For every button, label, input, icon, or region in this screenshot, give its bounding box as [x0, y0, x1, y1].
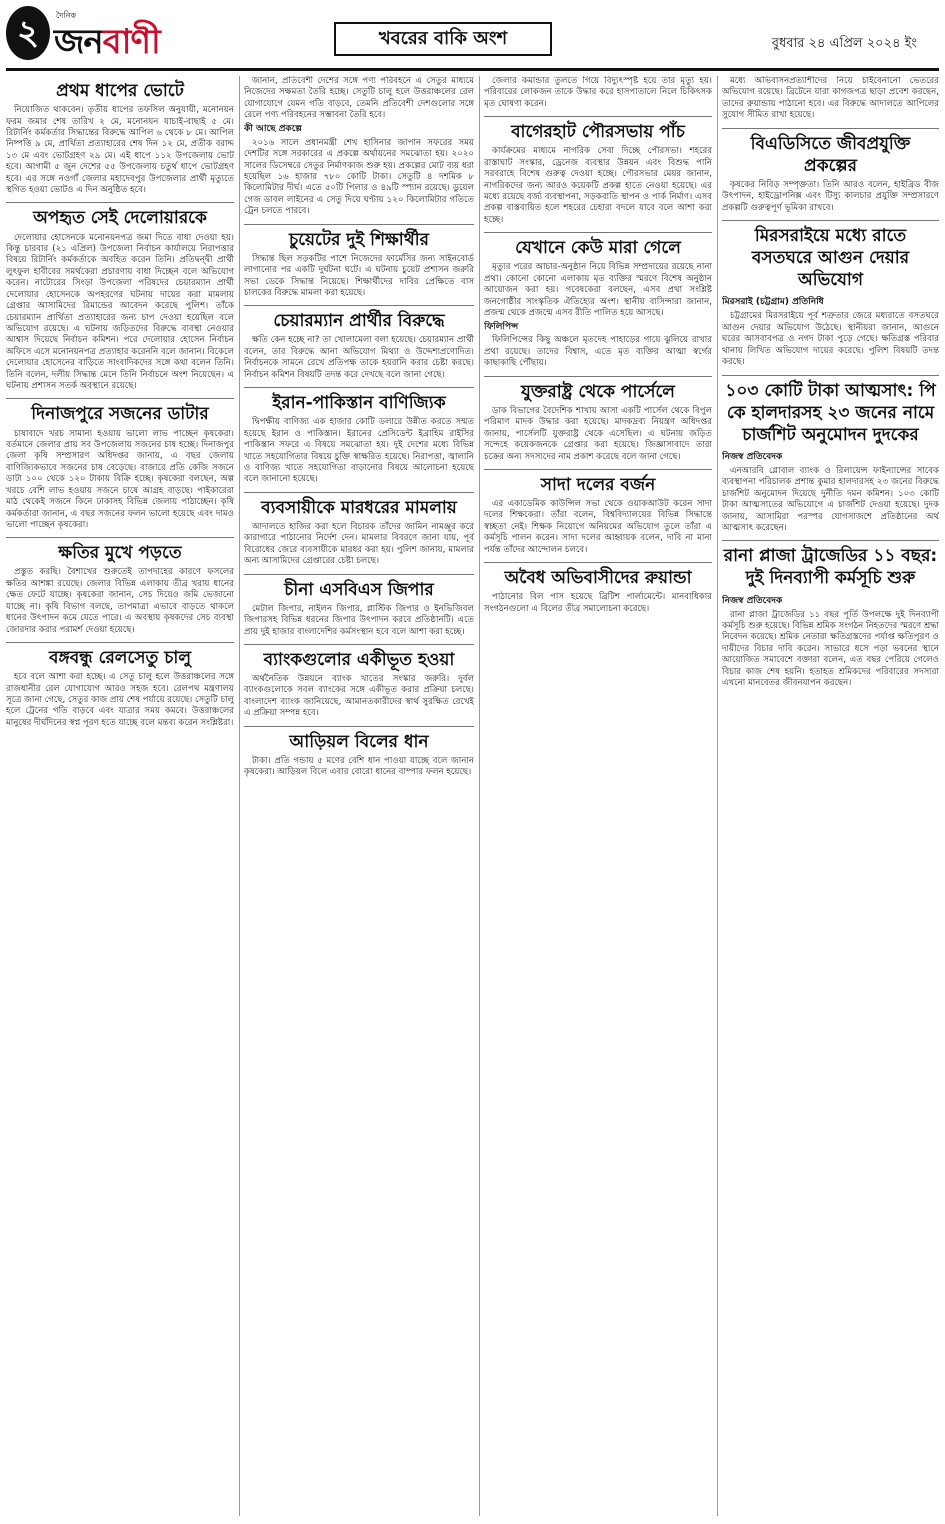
story-divider: [722, 540, 939, 541]
story-headline: বাগেরহাট পৌরসভায় পাঁচ: [511, 122, 685, 143]
story-divider: [484, 562, 712, 563]
story-paragraph: দ্বিপক্ষীয় বাণিজ্য এক হাজার কোটি ডলারে উন্নীত করতে সম্মত হয়েছে ইরান ও পাকিস্তান। ইরানের প্রেসিডেন্ট ইব্রাহিম রাইসির পাকিস্তান সফরে এ বিষয়ে সমঝোতা হয়। দুই দেশের মধ্যে বিভিন্ন খাতে সহযোগিতার বিষয়ে চুক্তি স্বাক্ষরিত হয়েছে। নিরাপত্তা, জ্বালানি ও বাণিজ্য খাতে সহযোগিতা বাড়ানোর বিষয়ে আলোচনা হয়েছে বলে জানানো হয়েছে।: [244, 417, 474, 485]
story-divider: [722, 128, 939, 129]
paper-name-part-b: বাণী: [102, 22, 160, 62]
story-headline: রানা প্লাজা ট্রাজেডির ১১ বছর: দুই দিনব্যাপী কর্মসূচি শুরু: [723, 546, 938, 589]
story-subheading: কী আছে প্রকল্পে: [244, 123, 302, 134]
story-pk-halder-chargesheet: [722, 380, 939, 535]
story-body: [244, 522, 474, 568]
story-dinajpur-drumstick: [6, 403, 234, 531]
story-rana-plaza: [722, 545, 939, 689]
story-divider: [484, 469, 712, 470]
story-headline: দিনাজপুরে সজনের ডাটার: [31, 404, 209, 425]
story-headline: অবৈধ অভিবাসীদের রুয়ান্ডা: [504, 568, 692, 589]
story-divider: [244, 644, 474, 645]
story-paragraph: নিয়োজিত থাকবেন। তৃতীয় ধাপের তফসিল অনুযায়ী, মনোনয়ন ফরম জমার শেষ তারিখ ২ মে, মনোনয়ন যাচাই-বাছাই ৫ মে। রিটার্নিং কর্মকর্তার সিদ্ধান্তের বিরুদ্ধে আপিল ৬ থেকে ৮ মে। আপিল নিষ্পত্তি ৯ মে, প্রার্থিতা প্রত্যাহারের শেষ দিন ১২ মে, প্রতীক বরাদ্দ ১৩ মে এবং ভোটগ্রহণ ২৯ মে। এই ধাপে ১১২ উপজেলায় ভোট হবে। আগামী ৫ জুন দেশের ৫৫ উপজেলায় চতুর্থ ধাপে ভোটগ্রহণ হবে। এর সঙ্গে নওগাঁ জেলার মহাদেবপুর উপজেলার প্রার্থী মৃত্যুতে স্থগিত হওয়া ভোটও এ দিন অনুষ্ঠিত হবে।: [6, 105, 234, 196]
story-paragraph: মৃত্যুর পরের আচার-অনুষ্ঠান নিয়ে বিভিন্ন সম্প্রদায়ের রয়েছে নানা প্রথা। কোনো কোনো এলাকায় মৃত ব্যক্তির স্মরণে বিশেষ অনুষ্ঠান আয়োজন করা হয়। গবেষকেরা বলছেন, এসব প্রথা সংশ্লিষ্ট জনগোষ্ঠীর সাংস্কৃতিক ঐতিহ্যের অংশ। স্থানীয় বাসিন্দারা জানান, প্রজন্ম থেকে প্রজন্মে এসব রীতি পালিত হয়ে আসছে।: [484, 262, 712, 319]
story-mirsarai-fire: [722, 225, 939, 368]
story-bangabandhu-rail-bridge: [6, 647, 234, 729]
story-body: [6, 233, 234, 393]
story-body: [484, 406, 712, 463]
story-divider: [244, 492, 474, 493]
story-body: [484, 262, 712, 369]
story-body: [722, 311, 939, 368]
story-chairman-candidate: [244, 310, 474, 381]
story-paragraph: ডাক বিভাগের বৈদেশিক শাখায় আসা একটি পার্সেল থেকে বিপুল পরিমাণ মাদক উদ্ধার করা হয়েছে। মাদকদ্রব্য নিয়ন্ত্রণ অধিদপ্তর জানায়, পার্সেলটি যুক্তরাষ্ট্র থেকে এসেছিল। এ ঘটনায় জড়িত সন্দেহে কয়েকজনকে গ্রেপ্তার করা হয়েছে। জিজ্ঞাসাবাদে তারা চক্রের অন্য সদস্যদের নাম প্রকাশ করেছে বলে জানা গেছে।: [484, 405, 712, 462]
story-continued-top: [484, 76, 712, 110]
story-body: [244, 417, 474, 486]
column-4: [722, 76, 939, 1516]
story-paragraph: রানা প্লাজা ট্রাজেডির ১১ বছর পূর্তি উপলক্ষে দুই দিনব্যাপী কর্মসূচি শুরু হয়েছে। বিভিন্ন শ্রমিক সংগঠন নিহতদের স্মরণে শ্রদ্ধা নিবেদন করেছে। শ্রমিক নেতারা ক্ষতিগ্রস্তদের পর্যাপ্ত ক্ষতিপূরণ ও দায়ীদের বিচার দাবি করেন। সাভারে ধসে পড়া ভবনের স্থানে আয়োজিত সমাবেশে বক্তারা বলেন, এত বছর পেরিয়ে গেলেও বিচার কাজ শেষ হয়নি। হতাহত শ্রমিকদের পরিবারের সদস্যরা এখনো মানবেতর জীবনযাপন করছেন।: [722, 609, 939, 689]
story-divider: [6, 202, 234, 203]
story-first-phase-vote: [6, 80, 234, 196]
story-body: [244, 604, 474, 638]
story-paragraph: চট্টগ্রামের মিরসরাইয়ে পূর্ব শত্রুতার জেরে মধ্যরাতে বসতঘরে আগুন দেয়ার অভিযোগ উঠেছে। স্থানীয়রা জানান, আগুনে ঘরের আসবাবপত্র ও নগদ টাকা পুড়ে গেছে। ক্ষতিগ্রস্ত পরিবার থানায় লিখিত অভিযোগ দায়ের করেছে। পুলিশ বিষয়টি তদন্ত করছে।: [722, 311, 939, 368]
story-body: [6, 429, 234, 532]
masthead-rule: [6, 68, 939, 71]
column-divider: [717, 76, 718, 1516]
story-headline: ১০৩ কোটি টাকা আত্মসাৎ: পি কে হালদারসহ ২৩ জনের নামে চার্জশিট অনুমোদন দুদকের: [725, 380, 936, 445]
story-byline: নিজস্ব প্রতিবেদক: [722, 451, 783, 462]
story-body: [484, 499, 712, 556]
story-divider: [722, 220, 939, 221]
story-body: [6, 672, 234, 729]
masthead: [0, 0, 945, 70]
newspaper-logo: [6, 4, 160, 64]
story-paragraph: সিদ্ধান্ত ছিল সড়কটির পাশে নিজেদের ফার্মেসির জন্য সাইনবোর্ড লাগানোর পর একটি দুর্ঘটনা ঘটে। এ ঘটনায় চুয়েট প্রশাসন জরুরি সভা ডেকে সিদ্ধান্ত নিয়েছে। শিক্ষার্থীদের দাবির প্রেক্ষিতে বাস চালকের বিরুদ্ধে মামলা করা হয়েছে।: [244, 253, 474, 298]
story-us-parcel: [484, 381, 712, 463]
story-paragraph: এনআরবি গ্লোবাল ব্যাংক ও রিলায়েন্স ফাইন্যান্সের সাবেক ব্যবস্থাপনা পরিচালক প্রশান্ত কুমার হালদারসহ ২৩ জনের বিরুদ্ধে চার্জশিট অনুমোদন দিয়েছে দুর্নীতি দমন কমিশন। ১০৩ কোটি টাকা আত্মসাতের অভিযোগে এ চার্জশিট দেওয়া হয়েছে। দুদক জানায়, আসামিরা পরস্পর যোগসাজশে প্রতিষ্ঠানের অর্থ আত্মসাৎ করেছেন।: [722, 465, 939, 533]
story-divider: [6, 537, 234, 538]
story-facing-loss: [6, 542, 234, 636]
story-headline: সাদা দলের বর্জন: [540, 474, 656, 495]
story-rail-bridge-continued: [244, 76, 474, 218]
story-body: [484, 76, 712, 110]
paper-name-part-a: জন: [54, 22, 103, 62]
story-divider: [244, 305, 474, 306]
story-body: [722, 76, 939, 122]
story-subheading: ফিলিপিন্স: [484, 321, 519, 332]
story-divider: [244, 574, 474, 575]
story-headline: প্রথম ধাপের ভোটে: [56, 81, 184, 101]
story-headline: ক্ষতির মুখে পড়তে: [58, 543, 182, 564]
story-paragraph: মেটাল জিপার, নাইলন জিপার, প্লাস্টিক জিপার ও ইনভিজিবল জিপারসহ বিভিন্ন ধরনের জিপার উৎপাদন করবে প্রতিষ্ঠানটি। এতে প্রায় দুই হাজার বাংলাদেশির কর্মসংস্থান হবে বলে আশা করা হচ্ছে।: [244, 603, 474, 637]
story-headline: অপহৃত সেই দেলোয়ারকে: [33, 208, 207, 229]
story-body: [244, 76, 474, 218]
story-abducted-delwar: [6, 207, 234, 392]
story-paragraph: আদালতে হাজির করা হলে বিচারক তাঁদের জামিন নামঞ্জুর করে কারাগারে পাঠানোর নির্দেশ দেন। মামলার বিবরণে জানা যায়, পূর্ব বিরোধের জেরে ব্যবসায়ীকে মারধর করা হয়। পুলিশ জানায়, মামলার অন্য আসামিদের গ্রেপ্তারের চেষ্টা চলছে।: [244, 521, 474, 567]
story-paragraph: চাষাবাদে খরচ সামান্য হওয়ায় ভালো লাভ পাচ্ছেন কৃষকেরা। বর্তমানে জেলার প্রায় সব উপজেলায় সজনের চাষ হচ্ছে। দিনাজপুর জেলা কৃষি সম্প্রসারণ অধিদপ্তর জানায়, এ বছর জেলায় বাণিজ্যিকভাবে সজনের চাষ বেড়েছে। বাজারে প্রতি কেজি সজনে ডাটা ১০০ থেকে ১২০ টাকায় বিক্রি হচ্ছে। কৃষকেরা বলছেন, অল্প খরচে বেশি লাভ হওয়ায় সজনে চাষে আগ্রহ বাড়ছে। পাইকারেরা মাঠ থেকেই সজনে কিনে ঢাকাসহ বিভিন্ন জেলায় পাঠাচ্ছেন। কৃষি কর্মকর্তারা জানান, এ বছর সজনের ফলন ভালো হয়েছে এবং দামও ভালো পাচ্ছেন কৃষকেরা।: [6, 428, 234, 530]
story-byline: মিরসরাই (চট্টগ্রাম) প্রতিনিধি: [722, 297, 824, 308]
story-body: [722, 180, 939, 214]
story-body: [244, 254, 474, 300]
story-businessman-assault-case: [244, 497, 474, 568]
story-divider: [484, 116, 712, 117]
story-iran-pakistan-trade: [244, 392, 474, 486]
story-paragraph: কৃষকের নিবিড় সম্পৃক্ততা। তিনি আরও বলেন, হাইব্রিড বীজ উৎপাদন, হাইড্রোপনিক্স এবং টিস্যু কালচার প্রযুক্তি সম্প্রসারণে প্রকল্পটি গুরুত্বপূর্ণ ভূমিকা রাখবে।: [722, 179, 939, 213]
story-paragraph: জেলার কমান্ডার তুলতে গিয়ে বিদ্যুৎস্পৃষ্ট হয়ে তার মৃত্যু হয়। পরিবারের লোকজন তাকে উদ্ধার করে হাসপাতালে নিলে চিকিৎসক মৃত ঘোষণা করেন।: [484, 76, 712, 109]
column-2: [244, 76, 474, 1516]
story-divider: [722, 375, 939, 376]
story-divider: [244, 387, 474, 388]
story-divider: [484, 232, 712, 233]
story-headline: মিরসরাইয়ে মধ্যে রাতে বসতঘরে আগুন দেয়ার অভিযোগ: [751, 226, 910, 291]
story-paragraph: পাঠানোর বিল পাস হয়েছে ব্রিটিশ পার্লামেন্টে। মানবাধিকার সংগঠনগুলো এ বিলের তীব্র সমালোচনা করেছে।: [484, 592, 712, 614]
story-body: [484, 146, 712, 226]
section-title: খবরের বাকি অংশ: [334, 22, 552, 56]
story-where-someone-dies: [484, 237, 712, 369]
story-headline: ব্যবসায়ীকে মারধরের মামলায়: [261, 497, 457, 518]
story-paragraph: টাকা। প্রতি গন্ডায় ৫ মণের বেশি ধান পাওয়া যাচ্ছে বলে জানান কৃষকেরা। আড়িয়ল বিলে এবার বোরো ধানের বাম্পার ফলন হয়েছে।: [244, 755, 474, 778]
column-3: [484, 76, 712, 1516]
story-paragraph: দেলোয়ার হোসেনকে মনোনয়নপত্র জমা দিতে বাধা দেওয়া হয়। কিন্তু চারবার (২১ এপ্রিল) উপজেলা নির্বাচন কার্যালয়ে নিরাপত্তার বিষয়ে রিটার্নিং কর্মকর্তাকে অবহিত করেন তিনি। প্রতিদ্বন্দ্বী প্রার্থী লুৎফুল হাবীবের সমর্থকেরা প্রচারণায় বাধা দিচ্ছেন বলে অভিযোগ করেন। নাটোরের সিংড়া উপজেলা পরিষদের চেয়ারম্যান প্রার্থী দেলোয়ার হোসেনকে অপহরণের ঘটনায় দায়ের করা মামলায় গ্রেপ্তার আসামিদের রিমান্ডের আবেদন করেছে পুলিশ। তাঁকে চেয়ারম্যান প্রার্থিতা প্রত্যাহারের জন্য চাপ দেওয়া হয়েছিল বলে অভিযোগ রয়েছে। এ ঘটনায় জড়িতদের বিরুদ্ধে ব্যবস্থা নেওয়ার আশ্বাস দিয়েছে নির্বাচন কমিশন। পরে দেলোয়ার হোসেন নির্বাচন অফিসে এসে মনোনয়নপত্র প্রত্যাহার করেননি বলে জানান। বিকেলে দেলোয়ার হোসেনের বাড়িতে সাংবাদিকদের সঙ্গে কথা বলেন তিনি। তিনি বলেন, দলীয় সিদ্ধান্ত মেনে তিনি নির্বাচনে অংশ নিয়েছেন। এ ঘটনায় প্রশাসন সতর্ক অবস্থানে রয়েছে।: [6, 232, 234, 392]
story-rwanda-continued: [722, 76, 939, 122]
story-divider: [244, 224, 474, 225]
column-1: [6, 76, 234, 1516]
story-divider: [6, 642, 234, 643]
story-body: [722, 466, 939, 535]
story-paragraph: জানান, প্রতিবেশী দেশের সঙ্গে পণ্য পরিবহনে এ সেতুর মাধ্যমে নিজেদের সক্ষমতা তৈরি হচ্ছে। সেতুটি চালু হলে উত্তরাঞ্চলের রেল যোগাযোগে যেমন গতি বাড়বে, তেমনি প্রতিবেশী দেশগুলোর সঙ্গে রেলে পণ্য পরিবহনের সম্ভাবনা তৈরি হবে।: [244, 76, 474, 121]
story-bank-merger: [244, 649, 474, 720]
paper-name: [54, 16, 160, 73]
story-paragraph: অর্থনৈতিক উন্নয়নে ব্যাংক খাতের সংস্কার জরুরি। দুর্বল ব্যাংকগুলোকে সবল ব্যাংকের সঙ্গে একীভূত করার প্রক্রিয়া চলছে। বাংলাদেশ ব্যাংক জানিয়েছে, আমানতকারীদের স্বার্থ সুরক্ষিত রেখেই এ প্রক্রিয়া সম্পন্ন হবে।: [244, 674, 474, 719]
story-paragraph: প্রস্তুত করছি। বৈশাখের শুরুতেই তাপদাহের কারণে ফসলের ক্ষতির আশঙ্কা রয়েছে। জেলার বিভিন্ন এলাকায় তীব্র খরায় ধানের ক্ষেত ফেটে যাচ্ছে। কৃষকেরা জানান, সেচ দিয়েও জমি ভেজানো যাচ্ছে না। কৃষি বিভাগ বলছে, তাপমাত্রা এভাবে বাড়তে থাকলে ধানের উৎপাদন কমে যেতে পারে। এ অবস্থায় কৃষকদের সেচ ব্যবস্থা জোরদার করার পরামর্শ দেওয়া হয়েছে।: [6, 567, 234, 635]
story-divider: [484, 376, 712, 377]
story-body: [244, 335, 474, 381]
story-headline: চেয়ারম্যান প্রার্থীর বিরুদ্ধে: [273, 311, 445, 332]
story-headline: যেখানে কেউ মারা গেলে: [515, 238, 681, 259]
story-headline: ব্যাংকগুলোর একীভূত হওয়া: [263, 649, 455, 670]
issue-date: বুধবার ২৪ এপ্রিল ২০২৪ ইং: [771, 36, 917, 51]
story-paragraph: ক্ষতি কেন হচ্ছে না? তা খোলামেলা বলা হয়েছে। চেয়ারম্যান প্রার্থী বলেন, তার বিরুদ্ধে আনা অভিযোগ মিথ্যা ও উদ্দেশ্যপ্রণোদিত। নির্বাচনকে সামনে রেখে প্রতিপক্ষ তাকে হয়রানি করার চেষ্টা করছে। নির্বাচন কমিশন বিষয়টি তদন্ত করে দেখছে বলে জানা গেছে।: [244, 335, 474, 380]
story-divider: [244, 726, 474, 727]
story-paragraph: কার্যক্রমের মাধ্যমে নাগরিক সেবা দিচ্ছে পৌরসভা। শহরের রাস্তাঘাট সংস্কার, ড্রেনেজ ব্যবস্থার উন্নয়ন এবং বিশুদ্ধ পানি সরবরাহে বিশেষ গুরুত্ব দেওয়া হচ্ছে। পৌরসভার মেয়র জানান, নাগরিকদের জন্য আরও কয়েকটি প্রকল্প হাতে নেওয়া হয়েছে। এর মধ্যে রয়েছে বর্জ্য ব্যবস্থাপনা, সড়কবাতি স্থাপন ও পার্ক নির্মাণ। এসব প্রকল্প বাস্তবায়িত হলে শহরের চেহারা বদলে যাবে বলে আশা করা হচ্ছে।: [484, 146, 712, 225]
story-body: [6, 105, 234, 196]
story-headline: ইরান-পাকিস্তান বাণিজ্যিক: [272, 393, 446, 414]
story-paragraph: এর একাডেমিক কাউন্সিল সভা থেকে ওয়াকআউট করেন সাদা দলের শিক্ষকেরা। তাঁরা বলেন, বিশ্ববিদ্যালয়ের বিভিন্ন সিদ্ধান্তে স্বচ্ছতা নেই। শিক্ষক নিয়োগে অনিয়মের অভিযোগ তুলে তাঁরা এ কর্মসূচি পালন করেন। সাদা দলের আহ্বায়ক বলেন, দাবি না মানা পর্যন্ত তাঁদের আন্দোলন চলবে।: [484, 499, 712, 555]
story-chinese-sbs-zipper: [244, 579, 474, 638]
story-arial-beel-paddy: [244, 731, 474, 779]
story-body: [244, 756, 474, 779]
story-paragraph: হবে বলে আশা করা হচ্ছে। এ সেতু চালু হলে উত্তরাঞ্চলের সঙ্গে রাজধানীর রেল যোগাযোগ আরও সহজ হবে। রেলপথ মন্ত্রণালয় সূত্রে জানা গেছে, সেতুর কাজ প্রায় শেষ পর্যায়ে রয়েছে। সেতুটি চালু হলে ট্রেনের গতি বাড়বে এবং যাত্রার সময় কমবে। উত্তরাঞ্চলের মানুষের দীর্ঘদিনের স্বপ্ন পূরণ হতে যাচ্ছে বলে মন্তব্য করেন সংশ্লিষ্টরা।: [6, 672, 234, 728]
story-headline: বঙ্গবন্ধু রেলসেতু চালু: [48, 647, 191, 668]
story-body: [484, 592, 712, 615]
story-headline: চুয়েটের দুই শিক্ষার্থীর: [289, 229, 429, 250]
story-paragraph: মধ্যে অভিবাসনপ্রত্যাশীদের নিয়ে চাইবেনানো ভেতরের অভিযোগ রয়েছে। ব্রিটেনে যারা কাগজপত্র ছাড়া প্রবেশ করছেন, তাদের রুয়ান্ডায় পাঠানো হবে। এর বিরুদ্ধে আদালতে আপিলের সুযোগ সীমিত রাখা হয়েছে।: [722, 76, 939, 121]
story-illegal-migrants-rwanda: [484, 567, 712, 615]
page-number: ২: [6, 6, 50, 60]
story-paragraph: ফিলিপিন্সের কিছু অঞ্চলে মৃতদেহ পাহাড়ের গায়ে ঝুলিয়ে রাখার প্রথা রয়েছে। তাদের বিশ্বাস, এতে মৃত ব্যক্তির আত্মা স্বর্গের কাছাকাছি পৌঁছায়।: [484, 335, 712, 369]
story-paragraph: ২০১৬ সালে প্রধানমন্ত্রী শেখ হাসিনার জাপান সফরের সময় দেশটির সঙ্গে সরকারের এ প্রকল্পে অর্থায়নের সমঝোতা হয়। ২০২০ সালের ডিসেম্বরে সেতুর নির্মাণকাজ শুরু হয়। প্রকল্পের মোট ব্যয় ধরা হয়েছিল ১৬ হাজার ৭৮০ কোটি টাকা। সেতুটি ৪ দশমিক ৮ কিলোমিটার দীর্ঘ। এতে ৫০টি পিলার ও ৪৯টি স্প্যান রয়েছে। ডুয়েল গেজ ডাবল লাইনের এ সেতু দিয়ে ঘণ্টায় ১২০ কিলোমিটার গতিতে ট্রেন চলতে পারবে।: [244, 137, 474, 217]
story-headline: আড়িয়ল বিলের ধান: [289, 731, 429, 752]
story-body: [244, 674, 474, 720]
column-divider: [479, 76, 480, 1516]
column-divider: [239, 76, 240, 1516]
story-headline: বিএডিসিতে জীবপ্রযুক্তি প্রকল্পের: [750, 133, 911, 176]
story-headline: চীনা এসবিএস জিপার: [284, 579, 434, 600]
story-cuet-students: [244, 229, 474, 300]
logo-prefix: দৈনিক: [56, 11, 77, 20]
story-bagerhat-municipality: [484, 121, 712, 226]
story-white-panel-boycott: [484, 474, 712, 556]
story-body: [722, 610, 939, 690]
story-badc-biotech: [722, 133, 939, 214]
story-divider: [6, 398, 234, 399]
story-body: [6, 567, 234, 636]
story-byline: নিজস্ব প্রতিবেদক: [722, 595, 783, 606]
story-headline: যুক্তরাষ্ট্র থেকে পার্সেলে: [521, 381, 675, 402]
